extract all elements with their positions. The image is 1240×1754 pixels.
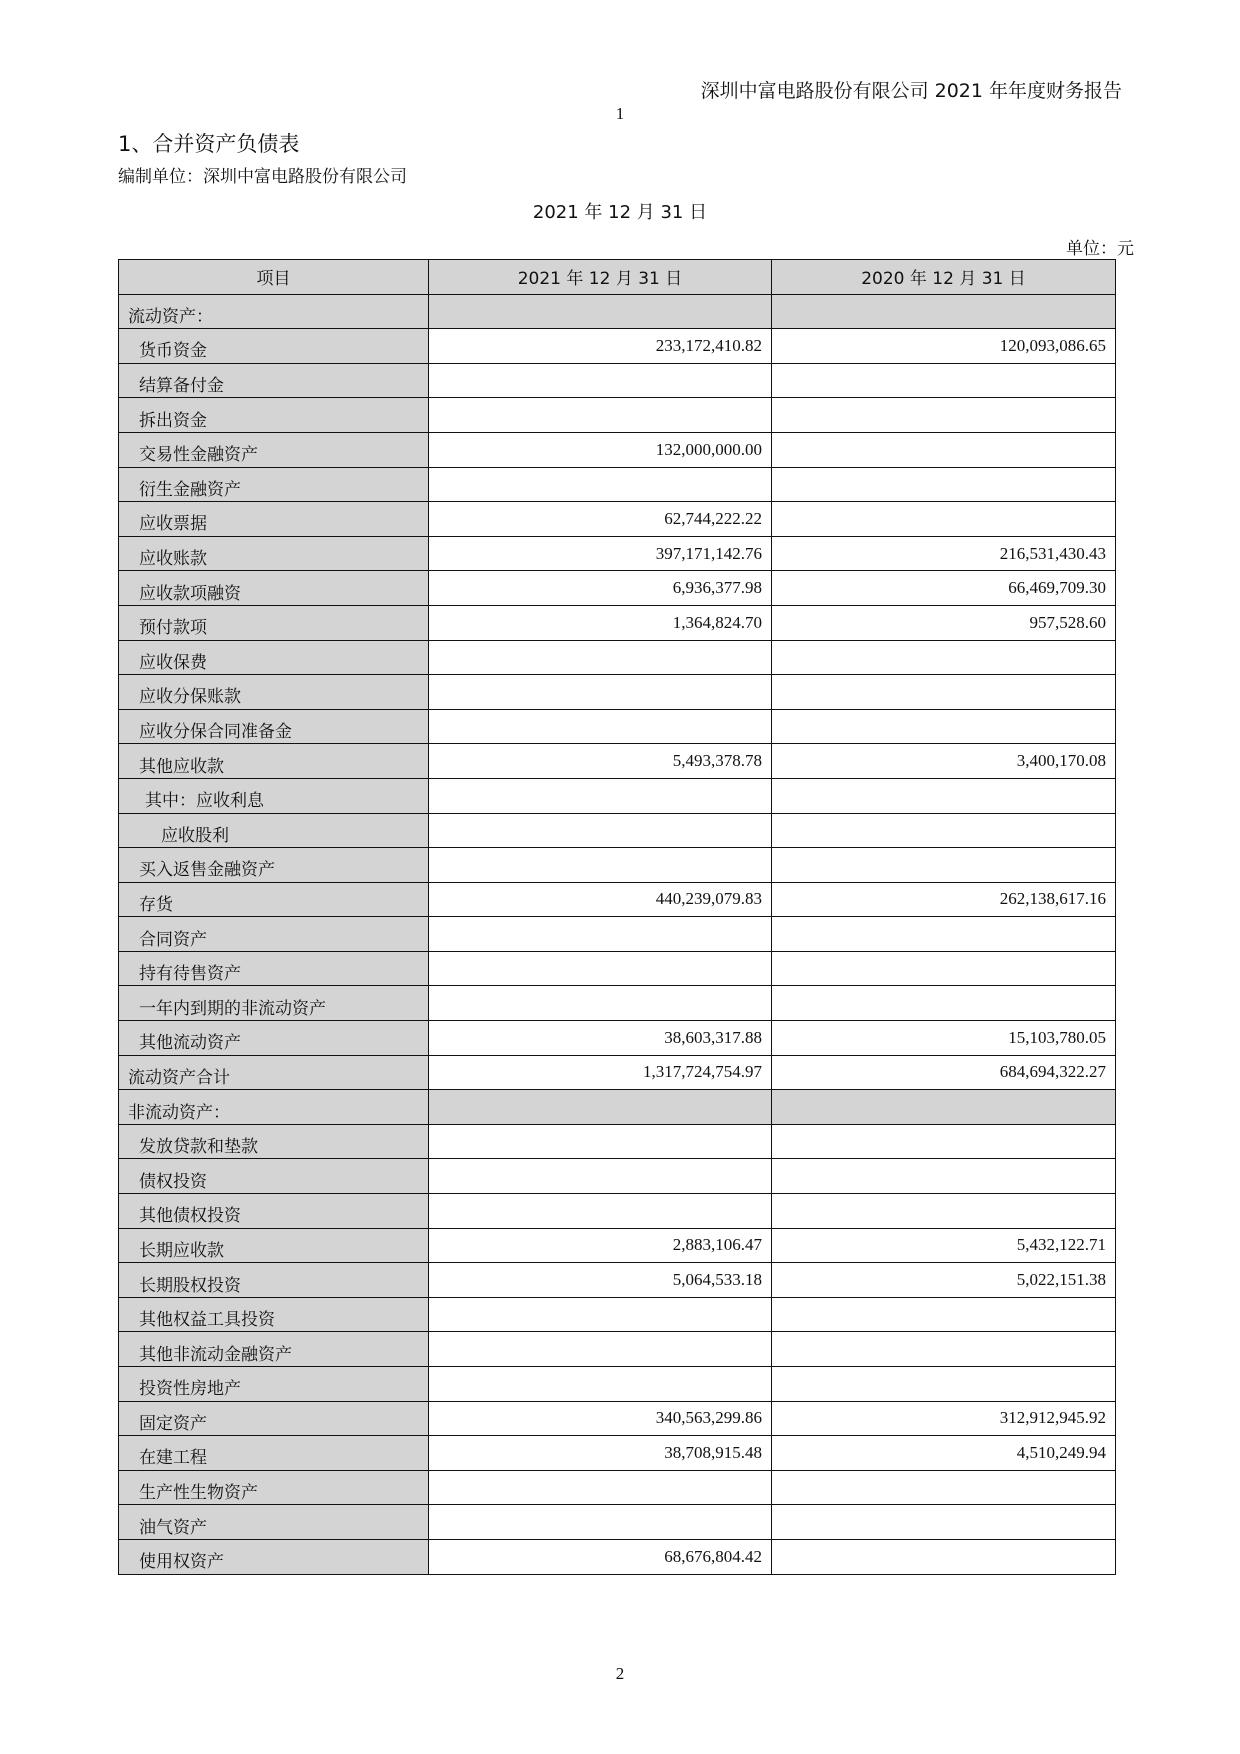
- balance-sheet-table: [118, 259, 1116, 1575]
- value-2020: 4,510,249.94: [772, 1436, 1116, 1471]
- value-2021: [429, 1367, 772, 1402]
- value-2020: [772, 398, 1116, 433]
- value-2021: [429, 709, 772, 744]
- table-row: [119, 951, 1116, 986]
- value-2021: [429, 1505, 772, 1540]
- row-label: 非流动资产：: [119, 1090, 429, 1125]
- value-2021: [429, 986, 772, 1021]
- value-2021: [429, 813, 772, 848]
- value-2021: 38,603,317.88: [429, 1021, 772, 1056]
- value-2021: [429, 1159, 772, 1194]
- column-header-2021: 2021 年 12 月 31 日: [429, 260, 772, 295]
- value-2021: [429, 675, 772, 710]
- row-label: 应收账款: [119, 536, 429, 571]
- row-label: 其他非流动金融资产: [119, 1332, 429, 1367]
- value-2021: [429, 917, 772, 952]
- row-label: 其他权益工具投资: [119, 1297, 429, 1332]
- value-2021: 440,239,079.83: [429, 882, 772, 917]
- value-2020: [772, 1367, 1116, 1402]
- value-2021: [429, 1470, 772, 1505]
- value-2020: [772, 1470, 1116, 1505]
- table-row: [119, 778, 1116, 813]
- table-row: [119, 1055, 1116, 1090]
- row-label: 长期应收款: [119, 1228, 429, 1263]
- row-label: 应收分保合同准备金: [119, 709, 429, 744]
- row-label: 油气资产: [119, 1505, 429, 1540]
- row-label: 长期股权投资: [119, 1263, 429, 1298]
- value-2021: 68,676,804.42: [429, 1539, 772, 1574]
- row-label: 流动资产合计: [119, 1055, 429, 1090]
- row-label: 生产性生物资产: [119, 1470, 429, 1505]
- table-row: [119, 1124, 1116, 1159]
- row-label: 发放贷款和垫款: [119, 1124, 429, 1159]
- value-2020: 262,138,617.16: [772, 882, 1116, 917]
- value-2021: 6,936,377.98: [429, 571, 772, 606]
- table-row: [119, 813, 1116, 848]
- value-2020: [772, 467, 1116, 502]
- value-2020: [772, 1539, 1116, 1574]
- row-label: 其他流动资产: [119, 1021, 429, 1056]
- table-row: [119, 986, 1116, 1021]
- value-2021: [429, 951, 772, 986]
- value-2021: [429, 398, 772, 433]
- table-row: [119, 848, 1116, 883]
- table-row: [119, 1228, 1116, 1263]
- value-2020: 684,694,322.27: [772, 1055, 1116, 1090]
- value-2020: 5,022,151.38: [772, 1263, 1116, 1298]
- value-2020: 5,432,122.71: [772, 1228, 1116, 1263]
- table-row: [119, 1470, 1116, 1505]
- row-label: 存货: [119, 882, 429, 917]
- value-2020: [772, 1297, 1116, 1332]
- value-2020: [772, 813, 1116, 848]
- value-2021: [429, 467, 772, 502]
- value-2020: [772, 986, 1116, 1021]
- table-row: [119, 744, 1116, 779]
- value-2020: 3,400,170.08: [772, 744, 1116, 779]
- value-2021: 132,000,000.00: [429, 432, 772, 467]
- row-label: 合同资产: [119, 917, 429, 952]
- value-2021: 233,172,410.82: [429, 329, 772, 364]
- row-label: 持有待售资产: [119, 951, 429, 986]
- value-2021: [429, 640, 772, 675]
- row-label: 货币资金: [119, 329, 429, 364]
- row-label: 固定资产: [119, 1401, 429, 1436]
- table-row: [119, 432, 1116, 467]
- table-row: [119, 1159, 1116, 1194]
- row-label: 预付款项: [119, 605, 429, 640]
- table-row: [119, 363, 1116, 398]
- value-2020: [772, 675, 1116, 710]
- value-2021: [429, 294, 772, 329]
- row-label: 其中：应收利息: [119, 778, 429, 813]
- table-row: [119, 1436, 1116, 1471]
- row-label: 其他应收款: [119, 744, 429, 779]
- page-number-bottom: 2: [615, 1664, 625, 1683]
- row-label: 投资性房地产: [119, 1367, 429, 1402]
- value-2021: [429, 1194, 772, 1229]
- value-2020: [772, 778, 1116, 813]
- table-row: [119, 1367, 1116, 1402]
- value-2021: [429, 778, 772, 813]
- value-2021: 5,493,378.78: [429, 744, 772, 779]
- table-row: [119, 1194, 1116, 1229]
- value-2021: [429, 1090, 772, 1125]
- value-2021: 1,317,724,754.97: [429, 1055, 772, 1090]
- value-2021: [429, 363, 772, 398]
- table-row: [119, 709, 1116, 744]
- value-2021: [429, 1297, 772, 1332]
- value-2020: [772, 951, 1116, 986]
- value-2020: 66,469,709.30: [772, 571, 1116, 606]
- value-2020: 312,912,945.92: [772, 1401, 1116, 1436]
- value-2021: 62,744,222.22: [429, 502, 772, 537]
- value-2020: [772, 1194, 1116, 1229]
- value-2021: [429, 1124, 772, 1159]
- row-label: 其他债权投资: [119, 1194, 429, 1229]
- row-label: 衍生金融资产: [119, 467, 429, 502]
- value-2021: 340,563,299.86: [429, 1401, 772, 1436]
- table-row: [119, 502, 1116, 537]
- value-2020: [772, 502, 1116, 537]
- value-2020: [772, 1090, 1116, 1125]
- value-2020: [772, 1332, 1116, 1367]
- value-2020: 120,093,086.65: [772, 329, 1116, 364]
- row-label: 应收票据: [119, 502, 429, 537]
- value-2020: [772, 363, 1116, 398]
- value-2020: 15,103,780.05: [772, 1021, 1116, 1056]
- value-2020: [772, 917, 1116, 952]
- value-2020: 216,531,430.43: [772, 536, 1116, 571]
- value-2020: [772, 640, 1116, 675]
- value-2020: [772, 294, 1116, 329]
- value-2020: [772, 848, 1116, 883]
- table-body: [119, 294, 1116, 1574]
- table-row: [119, 1332, 1116, 1367]
- value-2020: 957,528.60: [772, 605, 1116, 640]
- value-2021: [429, 1332, 772, 1367]
- value-2020: [772, 1124, 1116, 1159]
- table-row: [119, 1297, 1116, 1332]
- table-row: [119, 917, 1116, 952]
- row-label: 应收分保账款: [119, 675, 429, 710]
- table-row: [119, 294, 1116, 329]
- value-2021: 38,708,915.48: [429, 1436, 772, 1471]
- value-2021: 2,883,106.47: [429, 1228, 772, 1263]
- row-label: 应收股利: [119, 813, 429, 848]
- row-label: 买入返售金融资产: [119, 848, 429, 883]
- column-header-item: 项目: [119, 260, 429, 295]
- table-row: [119, 1539, 1116, 1574]
- table-row: [119, 605, 1116, 640]
- table-row: [119, 1505, 1116, 1540]
- compiling-entity: 编制单位：深圳中富电路股份有限公司: [118, 167, 407, 187]
- table-row: [119, 882, 1116, 917]
- running-header: 深圳中富电路股份有限公司 2021 年年度财务报告: [700, 80, 1122, 102]
- table-row: [119, 675, 1116, 710]
- table-row: [119, 1263, 1116, 1298]
- table-row: [119, 640, 1116, 675]
- value-2020: [772, 709, 1116, 744]
- row-label: 应收款项融资: [119, 571, 429, 606]
- table-row: [119, 329, 1116, 364]
- page-number-top: 1: [615, 104, 625, 123]
- value-2021: 1,364,824.70: [429, 605, 772, 640]
- table-row: [119, 1021, 1116, 1056]
- row-label: 流动资产：: [119, 294, 429, 329]
- row-label: 应收保费: [119, 640, 429, 675]
- row-label: 债权投资: [119, 1159, 429, 1194]
- row-label: 结算备付金: [119, 363, 429, 398]
- value-2020: [772, 1505, 1116, 1540]
- row-label: 拆出资金: [119, 398, 429, 433]
- report-date: 2021 年 12 月 31 日: [532, 202, 708, 223]
- section-title: 1、合并资产负债表: [118, 132, 300, 156]
- value-2020: [772, 432, 1116, 467]
- row-label: 交易性金融资产: [119, 432, 429, 467]
- value-2021: 397,171,142.76: [429, 536, 772, 571]
- table-row: [119, 1090, 1116, 1125]
- table-row: [119, 536, 1116, 571]
- row-label: 使用权资产: [119, 1539, 429, 1574]
- currency-unit: 单位：元: [1066, 239, 1134, 259]
- row-label: 一年内到期的非流动资产: [119, 986, 429, 1021]
- row-label: 在建工程: [119, 1436, 429, 1471]
- table-header-row: [119, 260, 1116, 295]
- table-row: [119, 398, 1116, 433]
- value-2021: 5,064,533.18: [429, 1263, 772, 1298]
- column-header-2020: 2020 年 12 月 31 日: [772, 260, 1116, 295]
- value-2021: [429, 848, 772, 883]
- value-2020: [772, 1159, 1116, 1194]
- table-row: [119, 571, 1116, 606]
- table-row: [119, 1401, 1116, 1436]
- table-row: [119, 467, 1116, 502]
